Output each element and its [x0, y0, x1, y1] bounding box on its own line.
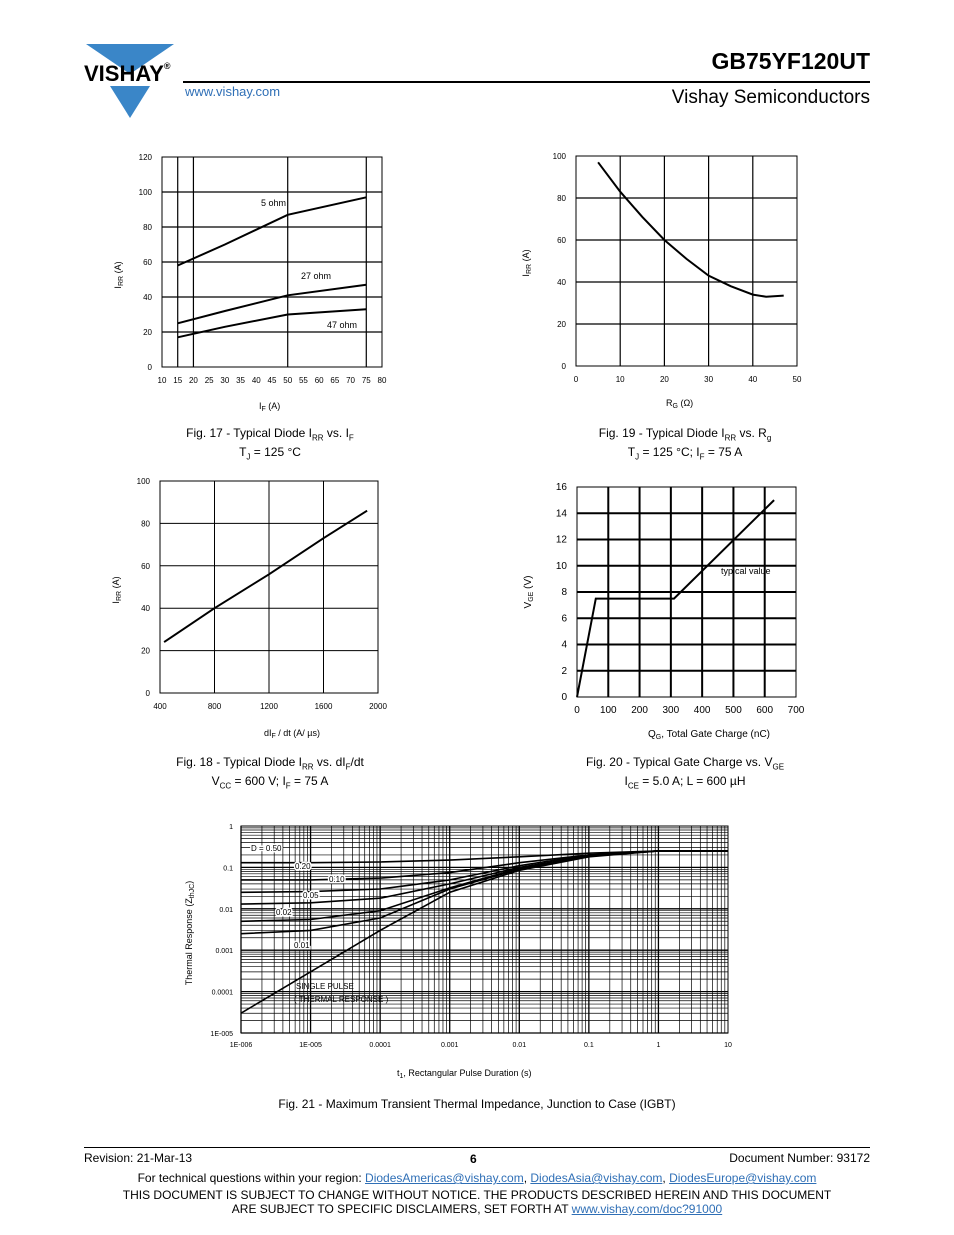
f21-duty-label: 0.01	[294, 941, 310, 950]
f18-xtick: 1600	[314, 702, 333, 711]
fig18-caption: Fig. 18 - Typical Diode $I_{RR}$ vs. $dI_F/dt$ $V_{CC} = 600$ V; $I_F = 75$ A	[176, 755, 364, 791]
f19-frame	[576, 156, 797, 366]
f21-xtick: 1	[656, 1042, 661, 1049]
fig17-label-47ohm: 47 ohm	[327, 320, 358, 330]
logo-text: VISHAY®	[84, 61, 171, 86]
f21-xtick: 0.0001	[369, 1042, 391, 1049]
f21-ytick: 1	[229, 824, 233, 831]
f17-ytick: 120	[138, 153, 152, 162]
fig17-label-5ohm: 5 ohm	[261, 198, 287, 208]
f21-ytick: 0.0001	[211, 989, 233, 997]
f19-ytick: 60	[557, 236, 566, 245]
f19-series-0	[598, 162, 784, 296]
f17-xtick: 35	[236, 376, 246, 385]
f18-ytick: 60	[141, 561, 150, 571]
f19-ytick: 100	[552, 152, 566, 161]
part-number: GB75YF120UT	[711, 48, 870, 74]
f20-ytick: 6	[561, 613, 567, 625]
f19-xtick: 50	[792, 375, 802, 384]
f21-duty-label: 0.20	[295, 862, 311, 871]
f19-xtick: 0	[573, 375, 579, 384]
f19-xtick: 30	[704, 375, 714, 384]
f17-ytick: 100	[138, 188, 152, 197]
fig20-xlabel: $Q_G$, Total Gate Charge (nC)	[648, 729, 770, 741]
f18-ytick: 20	[141, 646, 150, 656]
disclaimer-link[interactable]: www.vishay.com/doc?91000	[571, 1202, 723, 1216]
f20-xtick: 500	[725, 705, 742, 716]
f17-xtick: 15	[173, 376, 183, 385]
f19-xtick: 40	[748, 375, 758, 384]
f18-ytick: 40	[141, 604, 150, 614]
fig20-annotation: typical value	[721, 566, 771, 576]
vishay-logo[interactable]	[84, 44, 184, 120]
fig17-label-27ohm: 27 ohm	[301, 271, 332, 281]
fig21-chart	[175, 815, 755, 1085]
f19-ytick: 20	[557, 320, 566, 329]
f20-xtick: 100	[599, 705, 617, 716]
f20-series-0	[577, 500, 774, 697]
fig21-xlabel: $t_1$, Rectangular Pulse Duration (s)	[397, 1068, 532, 1080]
f20-ytick: 14	[555, 508, 567, 520]
fig21-ylabel: Thermal Response $(Z_{thJC})$	[184, 880, 196, 986]
fig21-caption: Fig. 21 - Maximum Transient Thermal Impedance, Junction to Case (IGBT)	[278, 1097, 676, 1111]
fig17-xlabel: $I_F$ (A)	[259, 401, 281, 413]
f17-xtick: 25	[204, 376, 214, 385]
f20-ytick: 12	[555, 534, 567, 546]
f18-series-0	[164, 511, 367, 642]
f21-xtick: 0.001	[440, 1042, 459, 1049]
contact-line: For technical questions within your region: DiodesAmericas@vishay.com, DiodesAsia@vishay.com, DiodesEurope@vishay.com	[137, 1171, 817, 1185]
f20-ytick: 4	[561, 639, 567, 651]
page-number: 6	[470, 1152, 477, 1166]
f19-ytick: 40	[557, 278, 566, 287]
fig17-caption: Fig. 17 - Typical Diode $I_{RR}$ vs. $I_F$ $T_J = 125$ °C	[186, 426, 354, 462]
f17-xtick: 30	[220, 376, 230, 385]
f21-ytick: 0.1	[223, 865, 233, 873]
f21-xtick: 0.01	[512, 1042, 527, 1049]
company-name: Vishay Semiconductors	[671, 87, 870, 108]
f17-ytick: 20	[143, 328, 152, 337]
fig21-single-pulse-l2: ( THERMAL RESPONSE )	[294, 995, 389, 1004]
footer-rule	[84, 1147, 870, 1148]
f19-ytick: 0	[561, 362, 566, 371]
fig20-caption: Fig. 20 - Typical Gate Charge vs. $V_{GE}$ $I_{CE} = 5.0$ A; L = 600 µH	[585, 755, 785, 791]
fig21-single-pulse-l1: SINGLE PULSE	[296, 982, 354, 991]
f18-xtick: 400	[153, 702, 167, 711]
f18-ytick: 80	[141, 519, 150, 529]
fig19-caption: Fig. 19 - Typical Diode $I_{RR}$ vs. $R_g$ $T_J = 125$ °C; $I_F = 75$ A	[598, 426, 772, 462]
f17-xtick: 20	[188, 376, 198, 385]
fig19-xlabel: $R_G$ (Ω)	[666, 398, 694, 410]
f17-ytick: 60	[143, 258, 152, 267]
f21-duty-label: 0.05	[303, 891, 319, 900]
f21-duty-label: 0.10	[329, 875, 345, 884]
website-link[interactable]: www.vishay.com	[185, 84, 281, 99]
f20-xtick: 0	[574, 705, 580, 716]
fig20-chart	[515, 470, 815, 750]
f17-xtick: 45	[267, 376, 277, 385]
f20-xtick: 700	[787, 705, 805, 716]
fig18-ylabel: $I_{RR}$ (A)	[111, 576, 123, 604]
disclaimer-line-2: ARE SUBJECT TO SPECIFIC DISCLAIMERS, SET FORTH AT www.vishay.com/doc?91000	[231, 1202, 723, 1216]
f18-xtick: 800	[207, 702, 222, 711]
f21-duty-label: D = 0.50	[251, 844, 282, 853]
header-rule	[183, 81, 870, 83]
f17-ytick: 80	[143, 223, 152, 232]
f18-xtick: 2000	[369, 702, 387, 711]
revision: Revision: 21-Mar-13	[84, 1151, 193, 1165]
f17-ytick: 0	[147, 363, 152, 372]
fig20-ylabel: $V_{GE}$ (V)	[523, 575, 535, 609]
fig17-ylabel: $I_{RR}$ (A)	[113, 261, 125, 289]
fig19-chart	[515, 145, 815, 425]
document-number: Document Number: 93172	[729, 1151, 870, 1165]
f17-xtick: 80	[377, 376, 387, 385]
f18-ytick: 100	[136, 477, 150, 486]
email-europe-link[interactable]: DiodesEurope@vishay.com	[669, 1171, 817, 1185]
f17-xtick: 50	[283, 376, 293, 385]
f21-xtick: 10	[724, 1042, 732, 1049]
f20-xtick: 300	[662, 705, 680, 716]
f17-xtick: 65	[330, 376, 340, 385]
f17-xtick: 40	[251, 376, 261, 385]
f19-xtick: 10	[615, 375, 625, 384]
f20-xtick: 600	[756, 705, 774, 716]
f21-duty-label: 0.02	[276, 908, 292, 917]
email-americas-link[interactable]: DiodesAmericas@vishay.com	[365, 1171, 524, 1185]
f20-ytick: 10	[555, 560, 567, 572]
f17-xtick: 75	[361, 376, 371, 385]
f21-ytick: 1E-005	[210, 1031, 233, 1038]
f20-ytick: 8	[561, 587, 567, 598]
f18-xtick: 1200	[260, 702, 278, 711]
f21-ytick: 0.01	[219, 906, 233, 914]
fig19-ylabel: $I_{RR}$ (A)	[521, 249, 533, 277]
f18-ytick: 0	[145, 689, 150, 698]
fig17-chart	[105, 145, 405, 425]
f20-xtick: 200	[631, 705, 648, 716]
f21-xtick: 0.1	[583, 1042, 594, 1049]
f17-xtick: 10	[157, 376, 167, 385]
f21-xtick: 1E-006	[229, 1042, 253, 1049]
f21-xtick: 1E-005	[299, 1042, 322, 1049]
f17-xtick: 55	[298, 376, 308, 385]
f20-xtick: 400	[693, 705, 711, 716]
f19-xtick: 20	[659, 375, 669, 384]
f17-xtick: 70	[346, 376, 356, 385]
f21-ytick: 0.001	[215, 948, 233, 956]
f19-ytick: 80	[557, 194, 566, 203]
f20-ytick: 2	[561, 665, 567, 677]
disclaimer-line-1: THIS DOCUMENT IS SUBJECT TO CHANGE WITHOUT NOTICE. THE PRODUCTS DESCRIBED HEREIN AND THIS DOCUMENT	[122, 1188, 832, 1202]
fig18-xlabel: $dI_F$ / dt (A/ µs)	[264, 728, 320, 740]
f17-ytick: 40	[143, 293, 152, 302]
f20-ytick: 0	[561, 692, 567, 703]
f17-xtick: 60	[314, 376, 324, 385]
fig18-chart	[105, 470, 405, 750]
email-asia-link[interactable]: DiodesAsia@vishay.com	[530, 1171, 663, 1185]
f20-ytick: 16	[555, 482, 567, 493]
